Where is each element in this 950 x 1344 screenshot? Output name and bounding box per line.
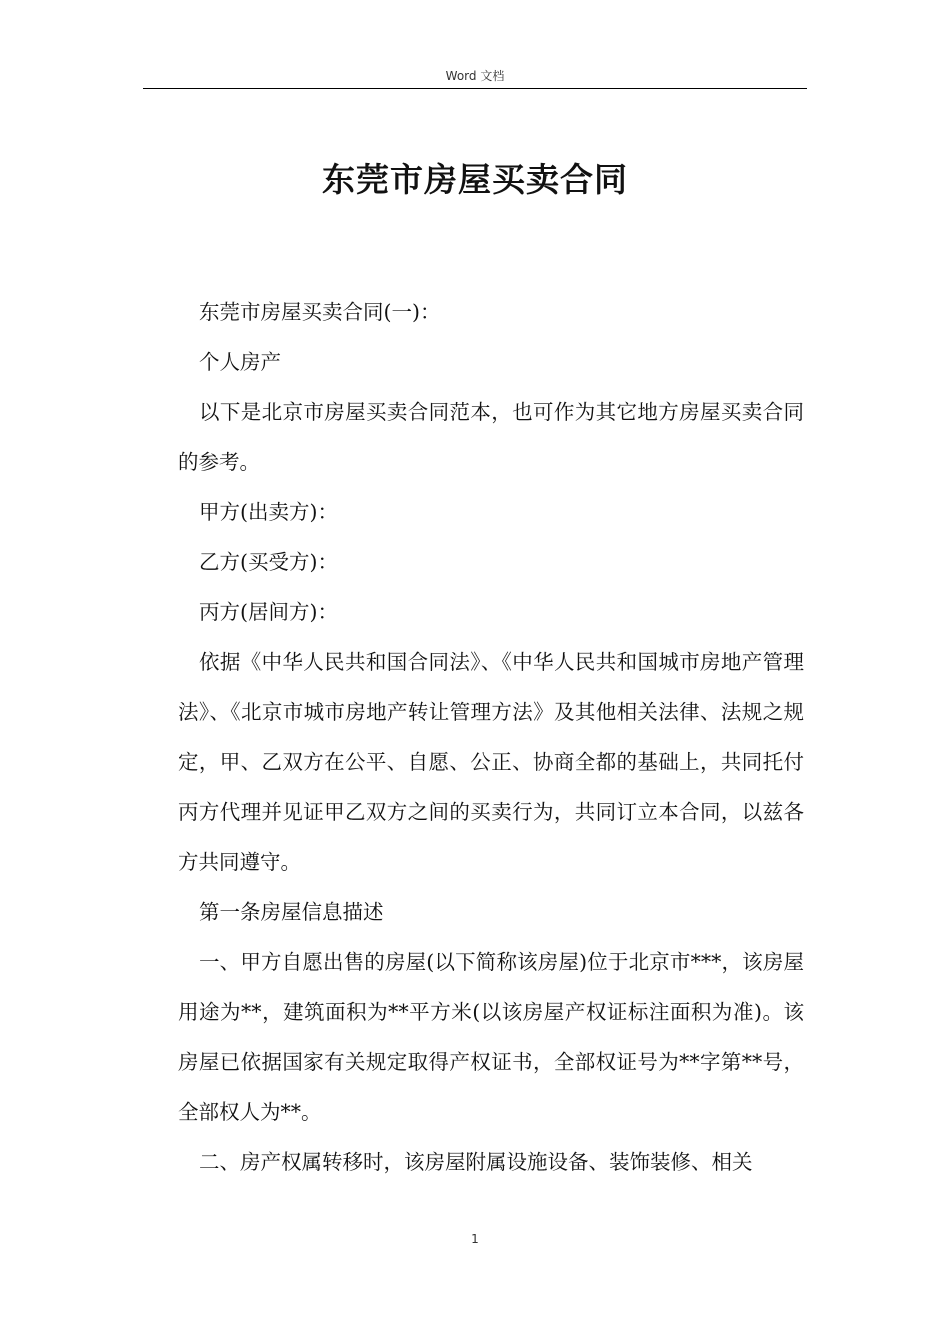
paragraph-party-b: 乙方(买受方)： xyxy=(199,550,338,574)
document-title: 东莞市房屋买卖合同 xyxy=(322,160,628,199)
paragraph-article-one-item-two: 二、房产权属转移时，该房屋附属设施设备、装饰装修、相关 xyxy=(199,1150,753,1174)
header-divider xyxy=(143,88,807,89)
page-header: Word 文档 xyxy=(445,69,505,83)
document-body xyxy=(178,287,804,1187)
paragraph-legal-basis: 依据《中华人民共和国合同法》、《中华人民共和国城市房地产管理法》、《北京市城市房地产转让管理方法》及其他相关法律、法规之规定，甲、乙双方在公平、自愿、公正、协商全都的基础上，共同托付丙方代理并见证甲乙双方之间的买卖行为，共同订立本合同，以兹各方共同遵守。 xyxy=(178,650,804,874)
paragraph-party-c: 丙方(居间方)： xyxy=(199,600,338,624)
page-number: 1 xyxy=(471,1232,479,1246)
paragraph-article-one-item-one: 一、甲方自愿出售的房屋(以下简称该房屋)位于北京市***，该房屋用途为**，建筑面积为**平方米(以该房屋产权证标注面积为准)。该房屋已依据国家有关规定取得产权证书，全部权证号为**字第**号，全部权人为**。 xyxy=(178,950,804,1124)
paragraph-property-type: 个人房产 xyxy=(199,350,281,374)
paragraph-intro: 以下是北京市房屋买卖合同范本，也可作为其它地方房屋买卖合同的参考。 xyxy=(178,400,804,474)
paragraph-article-one-heading: 第一条房屋信息描述 xyxy=(199,900,384,924)
paragraph-contract-heading: 东莞市房屋买卖合同(一)： xyxy=(199,300,441,324)
paragraph-party-a: 甲方(出卖方)： xyxy=(199,500,338,524)
